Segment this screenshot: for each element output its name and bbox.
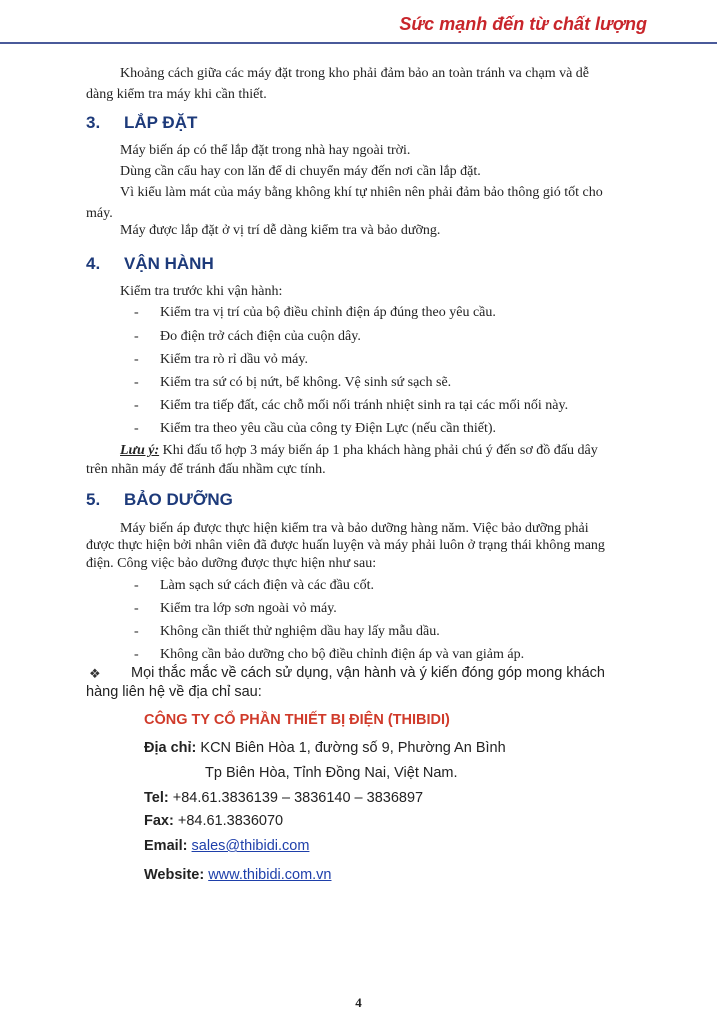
note-text: Khi đấu tổ hợp 3 máy biến áp 1 pha khách hàng phải chú ý đến sơ đồ đấu dây xyxy=(159,443,598,458)
intro-line-1: Khoảng cách giữa các máy đặt trong kho phải đảm bảo an toàn tránh va chạm và dễ xyxy=(120,66,590,81)
s5-para-line-1: Máy biến áp được thực hiện kiểm tra và bảo dưỡng hàng năm. Việc bảo dưỡng phải xyxy=(120,521,589,536)
s3-line-5: Máy được lắp đặt ở vị trí dễ dàng kiểm tra và bảo dưỡng. xyxy=(120,223,441,238)
s4-bullet-6-text: Kiểm tra theo yêu cầu của công ty Điện Lực (nếu cần thiết). xyxy=(160,421,497,436)
tel-label: Tel: xyxy=(144,790,169,806)
contact-intro-line-1: Mọi thắc mắc về cách sử dụng, vận hành và ý kiến đóng góp mong khách xyxy=(131,665,605,681)
fax-value: +84.61.3836070 xyxy=(173,813,284,829)
s5-para-line-3: điện. Công việc bảo dưỡng được thực hiện như sau: xyxy=(86,556,377,571)
address-line-2: Tp Biên Hòa, Tỉnh Đồng Nai, Việt Nam. xyxy=(205,765,458,781)
company-name: CÔNG TY CỔ PHẦN THIẾT BỊ ĐIỆN (THIBIDI) xyxy=(144,712,450,728)
section-3-title: LẮP ĐẶT xyxy=(124,113,198,132)
s4-bullet-1-text: Kiểm tra vị trí của bộ điều chỉnh điện áp đúng theo yêu cầu. xyxy=(160,305,496,320)
section-5-title: BẢO DƯỠNG xyxy=(124,490,233,509)
s4-bullet-2-text: Đo điện trở cách điện của cuộn dây. xyxy=(160,329,361,344)
address-label: Địa chỉ: xyxy=(144,740,197,756)
email-link[interactable]: sales@thibidi.com xyxy=(191,838,310,854)
website-label: Website: xyxy=(144,867,205,883)
s4-bullet-3-text: Kiểm tra rò rỉ dầu vỏ máy. xyxy=(160,352,308,367)
section-4-heading xyxy=(86,254,214,274)
section-4-number: 4. xyxy=(86,254,101,273)
s5-bullet-2-text: Kiểm tra lớp sơn ngoài vỏ máy. xyxy=(160,601,337,616)
contact-intro-line-2: hàng liên hệ về địa chỉ sau: xyxy=(86,684,262,700)
s4-intro: Kiểm tra trước khi vận hành: xyxy=(120,284,283,299)
fax-line xyxy=(144,811,283,831)
address-line-1 xyxy=(144,738,506,758)
section-5-number: 5. xyxy=(86,490,101,509)
s4-bullet-5-text: Kiểm tra tiếp đất, các chỗ mối nối tránh nhiệt sinh ra tại các mối nối này. xyxy=(160,398,569,413)
email-line xyxy=(144,836,309,856)
s5-bullet-4-text: Không cần bảo dưỡng cho bộ điều chỉnh điện áp và van giảm áp. xyxy=(160,647,525,662)
s3-line-3: Vì kiểu làm mát của máy bằng không khí tự nhiên nên phải đảm bảo thông gió tốt cho xyxy=(120,185,603,200)
s5-para-line-2: được thực hiện bởi nhân viên đã được huấn luyện và máy phải luôn ở trạng thái không mang xyxy=(86,538,605,553)
intro-line-2: dàng kiểm tra máy khi cần thiết. xyxy=(86,87,267,102)
s3-line-2: Dùng cần cẩu hay con lăn để di chuyển máy đến nơi cần lắp đặt. xyxy=(120,164,481,179)
s3-line-4: máy. xyxy=(86,206,113,221)
tel-value: +84.61.3836139 – 3836140 – 3836897 xyxy=(168,790,424,806)
section-3-number: 3. xyxy=(86,113,101,132)
website-link[interactable]: www.thibidi.com.vn xyxy=(208,867,332,883)
s4-bullet-4-text: Kiểm tra sứ có bị nứt, bể không. Vệ sinh sứ sạch sẽ. xyxy=(160,375,452,390)
email-label: Email: xyxy=(144,838,188,854)
note-label: Lưu ý: xyxy=(120,443,160,458)
website-line xyxy=(144,865,332,885)
section-4-title: VẬN HÀNH xyxy=(124,254,214,273)
s4-note-line-2: trên nhãn máy để tránh đấu nhầm cực tính. xyxy=(86,462,326,477)
fax-label: Fax: xyxy=(144,813,174,829)
section-5-heading xyxy=(86,490,233,510)
s5-bullet-3-text: Không cần thiết thử nghiệm dầu hay lấy mẫu dầu. xyxy=(160,624,440,639)
header-slogan: Sức mạnh đến từ chất lượng xyxy=(399,14,647,34)
s4-note-line-1 xyxy=(120,440,598,461)
header-divider xyxy=(0,42,717,44)
s5-bullet-1-text: Làm sạch sứ cách điện và các đầu cốt. xyxy=(160,578,374,593)
diamond-bullet-icon: ❖ xyxy=(89,667,101,682)
page-number: 4 xyxy=(355,995,362,1010)
address-value: KCN Biên Hòa 1, đường số 9, Phường An Bình xyxy=(196,740,506,756)
section-3-heading xyxy=(86,113,197,133)
tel-line xyxy=(144,788,423,808)
s3-line-1: Máy biến áp có thể lắp đặt trong nhà hay ngoài trời. xyxy=(120,143,411,158)
